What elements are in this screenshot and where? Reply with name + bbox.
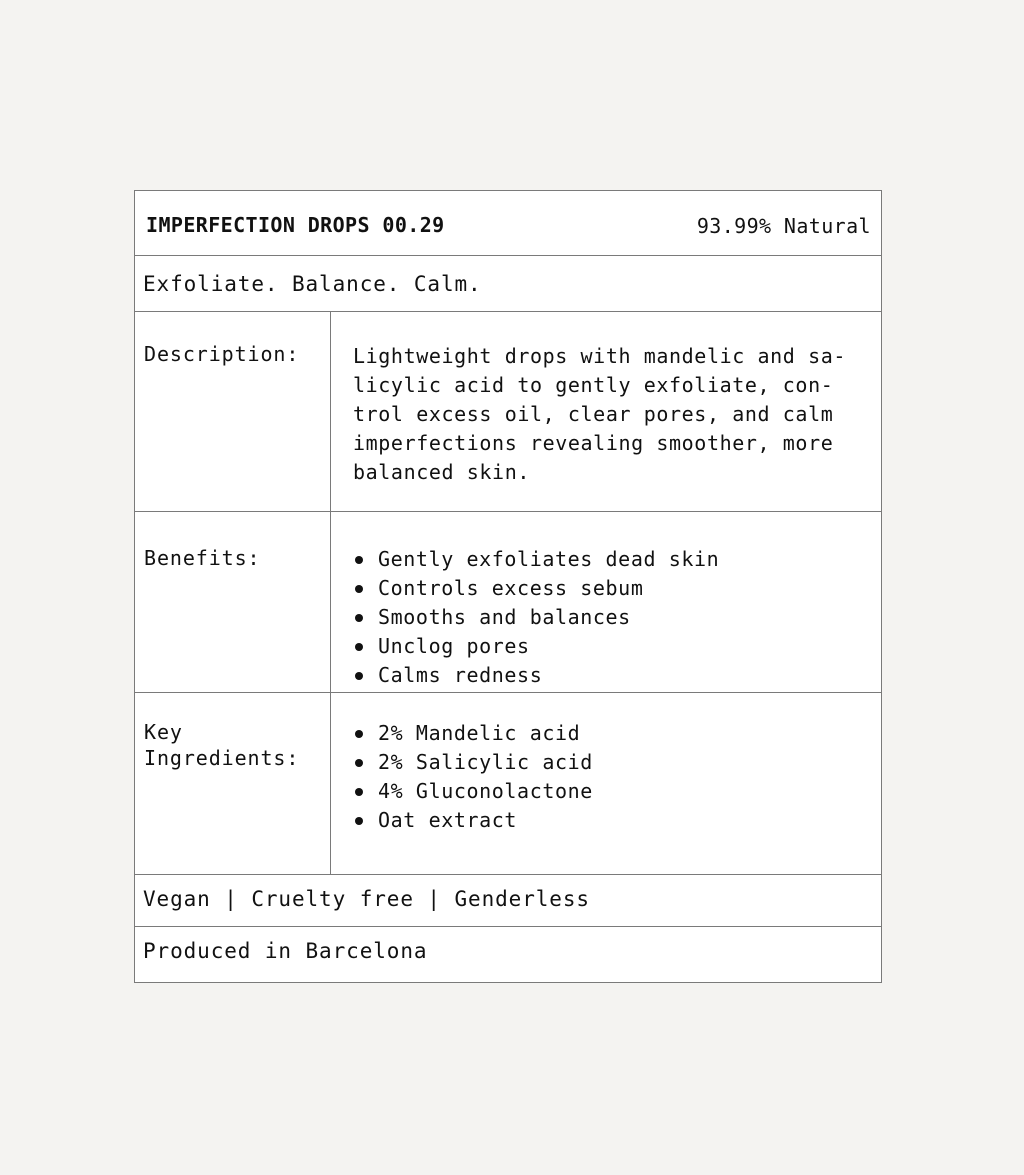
ingredient-item: 2% Mandelic acid: [353, 719, 853, 748]
column-divider: [330, 312, 331, 511]
ingredient-item: Oat extract: [353, 806, 853, 835]
benefits-label: Benefits:: [144, 546, 261, 570]
ingredients-row: [135, 693, 881, 875]
benefits-row: [135, 512, 881, 693]
natural-percentage: 93.99% Natural: [696, 214, 871, 238]
claims-row: [135, 875, 881, 927]
benefit-item: Gently exfoliates dead skin: [353, 545, 853, 574]
ingredients-label: Key Ingredients:: [144, 720, 300, 770]
tagline: Exfoliate. Balance. Calm.: [143, 272, 482, 296]
benefit-item: Calms redness: [353, 661, 853, 690]
benefits-list-container: [353, 545, 853, 690]
column-divider: [330, 693, 331, 874]
benefit-item: Smooths and balances: [353, 603, 853, 632]
product-label-card: [134, 190, 882, 983]
product-claims: Vegan | Cruelty free | Genderless: [143, 887, 590, 911]
ingredients-list: [353, 719, 853, 835]
description-text: Lightweight drops with mandelic and sa- licylic acid to gently exfoliate, con- trol excess oil, clear pores, and calm imperfections revealing smoother, more balanced skin.: [353, 344, 846, 484]
ingredient-item: 4% Gluconolactone: [353, 777, 853, 806]
benefits-list: [353, 545, 853, 690]
ingredient-item: 2% Salicylic acid: [353, 748, 853, 777]
production-origin: Produced in Barcelona: [143, 939, 428, 963]
origin-row: [135, 927, 881, 984]
tagline-row: [135, 256, 881, 312]
description-label: Description:: [144, 342, 300, 366]
description-row: [135, 312, 881, 512]
header-row: [135, 191, 881, 256]
benefit-item: Controls excess sebum: [353, 574, 853, 603]
column-divider: [330, 512, 331, 692]
product-name: IMPERFECTION DROPS 00.29: [146, 213, 445, 237]
benefit-item: Unclog pores: [353, 632, 853, 661]
ingredients-list-container: [353, 719, 853, 835]
